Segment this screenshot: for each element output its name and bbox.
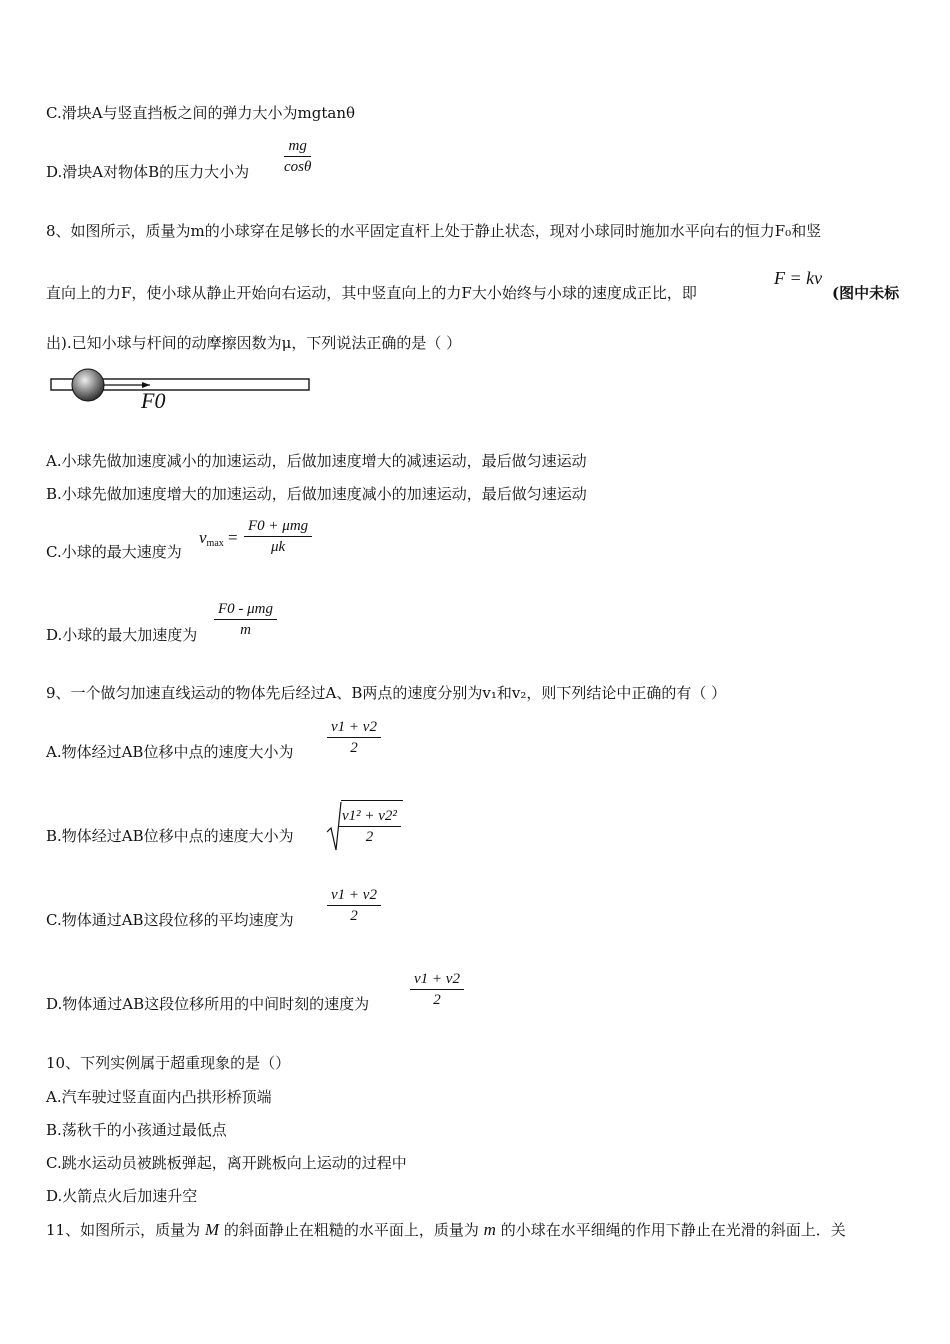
- q8-stem-line3: 出).已知小球与杆间的动摩擦因数为μ，下列说法正确的是（ ）: [46, 334, 462, 352]
- fraction-numerator: v1 + v2: [327, 717, 381, 738]
- fraction-numerator: mg: [284, 136, 311, 157]
- fraction-denominator: cosθ: [284, 159, 312, 175]
- q9-option-d-fraction: [410, 969, 464, 1010]
- q9-option-d: D.物体通过AB这段位移所用的中间时刻的速度为: [46, 995, 370, 1013]
- q9-option-c: C.物体通过AB这段位移的平均速度为: [46, 911, 294, 929]
- q8-stem-line1: 8、如图所示，质量为m的小球穿在足够长的水平固定直杆上处于静止状态，现对小球同时施加水平向右的恒力F₀和竖: [46, 222, 822, 240]
- q7-option-d: D.滑块A对物体B的压力大小为: [46, 163, 250, 181]
- q11-stem-part-b: 的斜面静止在粗糙的水平面上，质量为: [223, 1221, 479, 1239]
- q9-option-c-fraction: [327, 885, 381, 926]
- q7-option-c: C.滑块A与竖直挡板之间的弹力大小为mgtanθ: [46, 104, 356, 122]
- q11-stem: [46, 1220, 846, 1240]
- q9-option-b: B.物体经过AB位移中点的速度大小为: [46, 827, 294, 845]
- q8-stem-line2: 直向上的力F，使小球从静止开始向右运动，其中竖直向上的力F大小始终与小球的速度成正比，即: [46, 284, 697, 302]
- q11-mass-M: M: [204, 1220, 220, 1239]
- fraction-denominator: 2: [365, 829, 374, 845]
- q10-stem: 10、下列实例属于超重现象的是（）: [46, 1054, 291, 1072]
- fraction-denominator: 2: [350, 908, 358, 924]
- v-symbol: v: [199, 528, 207, 547]
- q8-option-b: B.小球先做加速度增大的加速运动，后做加速度减小的加速运动，最后做匀速运动: [46, 485, 587, 503]
- q8-option-c: C.小球的最大速度为: [46, 543, 182, 561]
- q9-option-a-fraction: [327, 717, 381, 758]
- q8-formula: F = kv: [774, 268, 823, 288]
- fraction-numerator: v1 + v2: [327, 885, 381, 906]
- q9-option-b-fraction: [338, 806, 401, 847]
- q8-figure-label: F0: [141, 388, 166, 413]
- v-subscript: max: [206, 538, 224, 549]
- fraction-numerator: v1² + v2²: [338, 806, 401, 827]
- q8-option-c-lhs: $v_{max}$ =: [199, 528, 238, 549]
- fraction-denominator: 2: [433, 992, 441, 1008]
- q8-stem-line2-end: (图中未标: [832, 284, 900, 302]
- q8-option-d-fraction: [214, 599, 277, 640]
- fraction-numerator: v1 + v2: [410, 969, 464, 990]
- fraction-denominator: μk: [270, 539, 286, 555]
- q8-option-c-fraction: [244, 516, 312, 557]
- q8-figure-rod-ball: [46, 365, 316, 420]
- q10-option-a: A.汽车驶过竖直面内凸拱形桥顶端: [46, 1088, 272, 1106]
- q11-stem-part-a: 11、如图所示，质量为: [46, 1221, 201, 1239]
- q8-option-d: D.小球的最大加速度为: [46, 626, 198, 644]
- fraction-numerator: F0 - μmg: [214, 599, 277, 620]
- q9-option-a: A.物体经过AB位移中点的速度大小为: [46, 743, 294, 761]
- ball: [72, 369, 104, 401]
- fraction-denominator: m: [240, 622, 251, 638]
- q9-stem: 9、一个做匀加速直线运动的物体先后经过A、B两点的速度分别为v₁和v₂，则下列结论中正确的有（ ）: [46, 684, 727, 702]
- fraction-denominator: 2: [350, 740, 358, 756]
- fraction-numerator: F0 + μmg: [244, 516, 312, 537]
- q11-mass-m: m: [483, 1220, 496, 1239]
- q7-option-d-fraction: [284, 136, 311, 177]
- q10-option-c: C.跳水运动员被跳板弹起，离开跳板向上运动的过程中: [46, 1154, 407, 1172]
- q11-stem-part-c: 的小球在水平细绳的作用下静止在光滑的斜面上．关: [500, 1221, 846, 1239]
- q10-option-b: B.荡秋千的小孩通过最低点: [46, 1121, 227, 1139]
- q8-option-a: A.小球先做加速度减小的加速运动，后做加速度增大的减速运动，最后做匀速运动: [46, 452, 587, 470]
- sqrt-overline: [341, 800, 403, 801]
- q10-option-d: D.火箭点火后加速升空: [46, 1187, 198, 1205]
